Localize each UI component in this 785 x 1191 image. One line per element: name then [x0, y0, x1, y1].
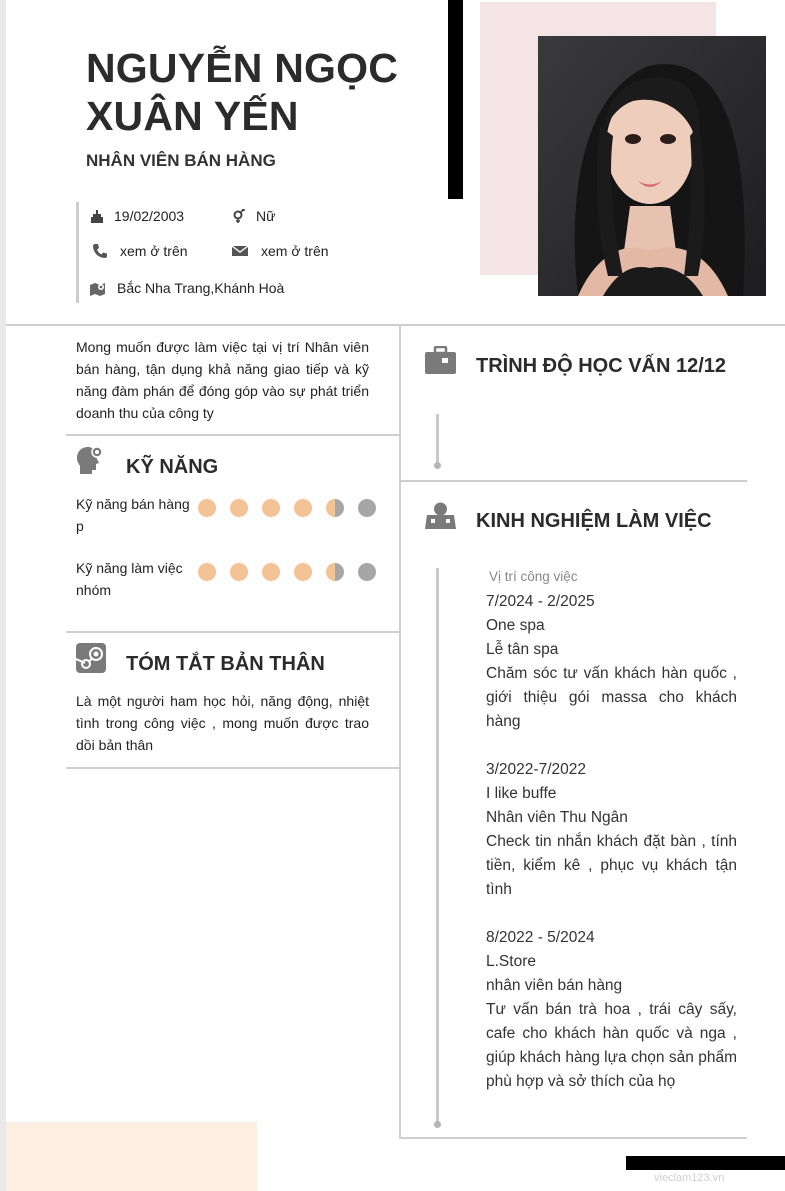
rating-dot: [198, 499, 216, 517]
job-position: Nhân viên Thu Ngân: [486, 809, 628, 826]
job-position: Lễ tân spa: [486, 641, 559, 658]
rating-dot: [262, 499, 280, 517]
job-period: 7/2024 - 2/2025: [486, 593, 595, 610]
experience-title: KINH NGHIỆM LÀM VIỆC: [476, 510, 712, 532]
address-value: Bắc Nha Trang,Khánh Hoà: [117, 280, 285, 296]
gender-icon: [232, 209, 246, 224]
profile-photo: [538, 36, 766, 296]
job-entry: [486, 590, 737, 734]
birthday-value: 19/02/2003: [114, 208, 185, 224]
address-row: [90, 280, 284, 296]
rating-dot: [198, 563, 216, 581]
cv-page: [6, 0, 785, 1191]
job-company: L.Store: [486, 953, 536, 970]
peach-block: [6, 1122, 257, 1191]
briefcase-icon: [425, 346, 456, 375]
gender-row: [232, 208, 275, 224]
header-divider: [6, 324, 785, 326]
skills-title: KỸ NĂNG: [126, 456, 219, 478]
job-description: Chăm sóc tư vấn khách hàn quốc , giới thiệu gói massa cho khách hàng: [486, 665, 737, 730]
gender-value: Nữ: [256, 208, 276, 224]
rating-dot: [326, 499, 344, 517]
job-period: 3/2022-7/2022: [486, 761, 586, 778]
timeline-dot: [434, 462, 441, 469]
skill-name: Kỹ năng làm việc nhóm: [76, 560, 183, 598]
career-objective: Mong muốn được làm việc tại vị trí Nhân viên bán hàng, tận dụng khả năng giao tiếp và kỹ năng đàm phán để đóng góp vào sự phát triển doanh thu của công ty: [76, 339, 369, 421]
rating-dot: [230, 499, 248, 517]
phone-row: [92, 243, 188, 259]
rating-dot: [230, 563, 248, 581]
job-title: NHÂN VIÊN BÁN HÀNG: [86, 151, 276, 170]
user-icon: [425, 501, 456, 530]
job-entry: [486, 926, 737, 1094]
summary-title: TÓM TẮT BẢN THÂN: [126, 653, 325, 675]
watermark: vieclam123.vn: [654, 1172, 725, 1184]
rating-dot: [294, 499, 312, 517]
phone-value: xem ở trên: [120, 243, 188, 259]
bottom-black-bar: [626, 1156, 785, 1170]
black-bar: [448, 0, 463, 199]
skill-rating: [198, 563, 378, 581]
info-divider: [76, 202, 79, 303]
skills-divider: [66, 631, 399, 633]
full-name: [86, 44, 446, 140]
birthday-row: [90, 208, 184, 224]
head-gear-icon: [76, 445, 106, 475]
email-value: xem ở trên: [261, 243, 329, 259]
name-line-1: NGUYỄN NGỌC: [86, 45, 399, 91]
objective-divider: [66, 434, 399, 436]
cake-icon: [90, 209, 104, 224]
role-label: Vị trí công việc: [489, 569, 578, 584]
map-icon: [90, 281, 107, 296]
education-title: TRÌNH ĐỘ HỌC VẤN 12/12: [476, 355, 727, 377]
steam-icon: [76, 643, 106, 673]
rating-dot: [294, 563, 312, 581]
experience-list: [486, 568, 737, 1094]
skill-name: Kỹ năng bán hàng p: [76, 496, 190, 534]
job-period: 8/2022 - 5/2024: [486, 929, 595, 946]
job-entry: [486, 758, 737, 902]
envelope-icon: [232, 245, 248, 257]
rating-dot: [262, 563, 280, 581]
education-divider: [401, 480, 747, 482]
skill-rating: [198, 499, 378, 517]
job-description: Tư vấn bán trà hoa , trái cây sấy, cafe cho khách hàn quốc và nga , giúp khách hàng lựa chọn sản phẩm phù hợp và sở thích của họ: [486, 1001, 737, 1090]
phone-icon: [92, 243, 108, 259]
education-timeline: [436, 414, 439, 464]
rating-dot: [358, 563, 376, 581]
summary-text: Là một người ham học hỏi, năng động, nhiệt tình trong công việc , mong muốn được trao dồi bản thân: [76, 693, 369, 753]
rating-dot: [358, 499, 376, 517]
email-row: [232, 243, 329, 259]
name-line-2: XUÂN YẾN: [86, 93, 299, 139]
summary-divider: [66, 767, 399, 769]
experience-timeline: [436, 568, 439, 1122]
experience-divider: [401, 1137, 747, 1139]
job-position: nhân viên bán hàng: [486, 977, 623, 994]
timeline-dot: [434, 1121, 441, 1128]
job-company: I like buffe: [486, 785, 557, 802]
job-description: Check tin nhắn khách đặt bàn , tính tiền, kiểm kê , phục vụ khách tận tình: [486, 833, 737, 898]
column-divider: [399, 326, 401, 1139]
job-company: One spa: [486, 617, 545, 634]
rating-dot: [326, 563, 344, 581]
